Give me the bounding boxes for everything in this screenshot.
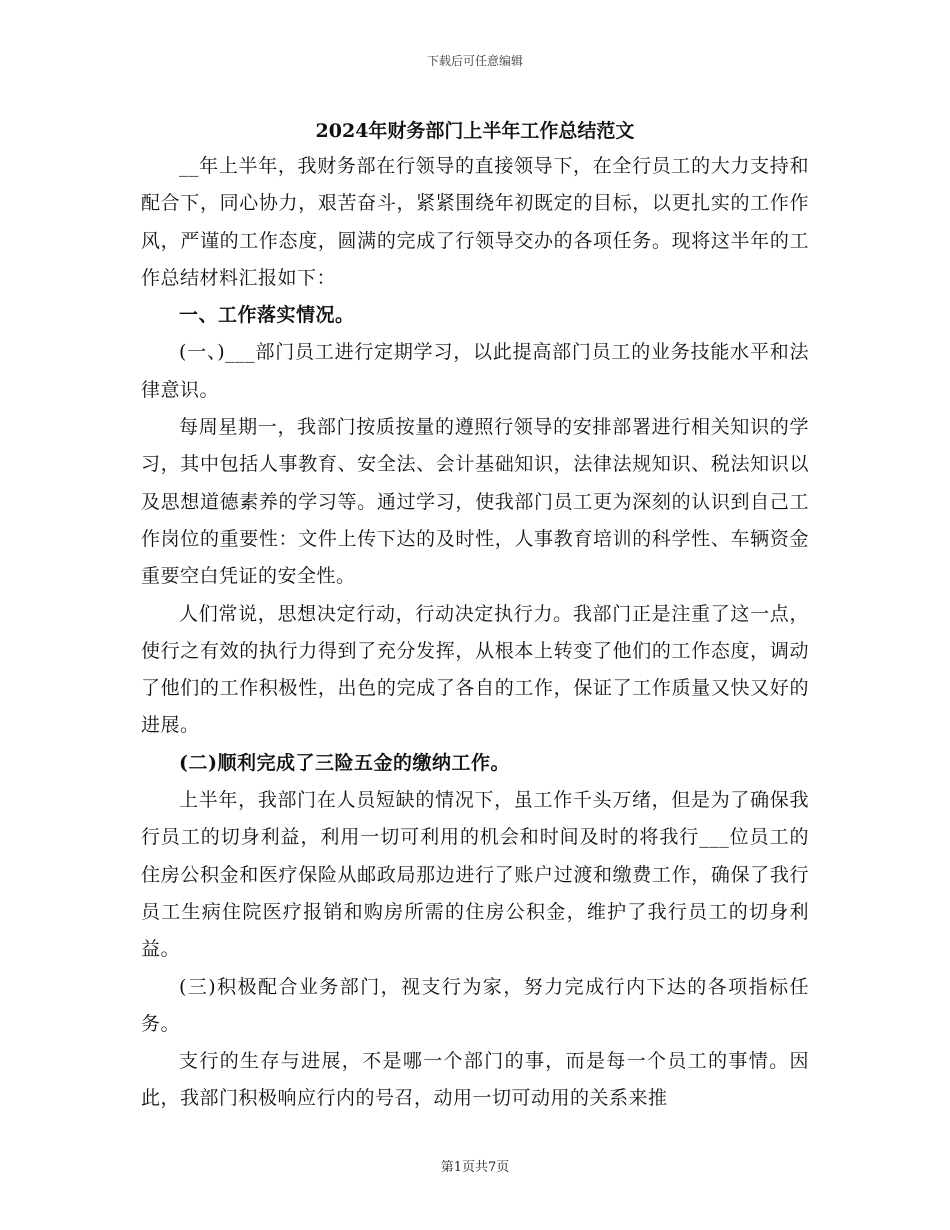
page-header-note: 下载后可任意编辑 xyxy=(426,54,523,68)
page-number: 第1页共7页 xyxy=(440,1160,510,1175)
subsection-heading-regular-study: (一、)___部门员工进行定期学习，以此提高部门员工的业务技能水平和法律意识。 xyxy=(141,341,809,401)
paragraph-insurance: 上半年，我部门在人员短缺的情况下，虽工作千头万绪，但是为了确保我行员工的切身利益，利用一切可利用的机会和时间及时的将我行___位员工的住房公积金和医疗保险从邮政局那边进行了账户过渡和缴费工作，确保了我行员工生病住院医疗报销和购房所需的住房公积金，维护了我行员工的切身利益。 xyxy=(141,789,809,961)
document-title: 2024年财务部门上半年工作总结范文 xyxy=(315,120,635,142)
paragraph-branch-development: 支行的生存与进展，不是哪一个部门的事，而是每一个员工的事情。因此，我部门积极响应行内的号召，动用一切可动用的关系来推 xyxy=(141,1050,809,1110)
subsection-heading-cooperation: (三)积极配合业务部门，视支行为家，努力完成行内下达的各项指标任务。 xyxy=(141,975,809,1035)
paragraph-weekly-study: 每周星期一，我部门按质按量的遵照行领导的安排部署进行相关知识的学习，其中包括人事教育、安全法、会计基础知识，法律法规知识、税法知识以及思想道德素养的学习等。通过学习，使我部门员工更为深刻的认识到自己工作岗位的重要性：文件上传下达的及时性，人事教育培训的科学性、车辆资金重要空白凭证的安全性。 xyxy=(141,416,809,588)
section-heading-work-status: 一、工作落实情况。 xyxy=(179,304,355,327)
document-body xyxy=(141,148,809,1118)
paragraph-intro: __年上半年，我财务部在行领导的直接领导下，在全行员工的大力支持和配合下，同心协力，艰苦奋斗，紧紧围绕年初既定的目标，以更扎实的工作作风，严谨的工作态度，圆满的完成了行领导交办的各项任务。现将这半年的工作总结材料汇报如下： xyxy=(141,155,809,289)
subsection-heading-insurance: (二)顺利完成了三险五金的缴纳工作。 xyxy=(179,751,510,774)
paragraph-execution: 人们常说，思想决定行动，行动决定执行力。我部门正是注重了这一点，使行之有效的执行力得到了充分发挥，从根本上转变了他们的工作态度，调动了他们的工作积极性，出色的完成了各自的工作，保证了工作质量又快又好的进展。 xyxy=(141,602,809,737)
